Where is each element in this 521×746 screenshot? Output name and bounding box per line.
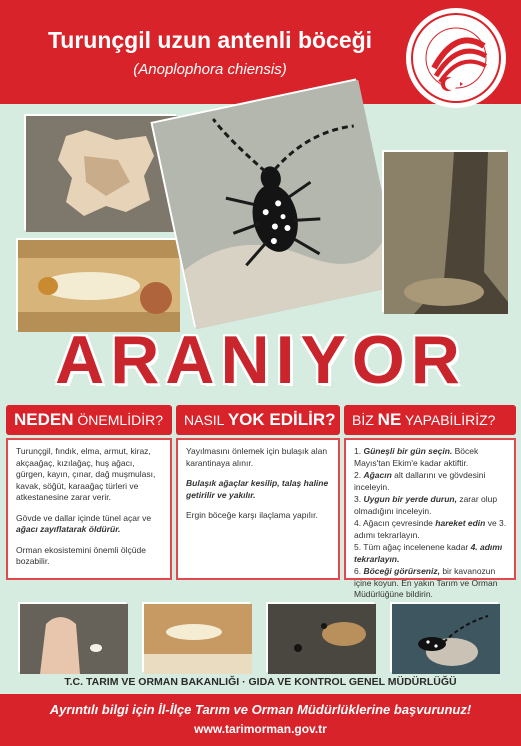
quarantine-paragraph: Yayılmasını önlemek için bulaşık alan karantinaya alınır. (186, 446, 328, 468)
item-text: Tüm ağaç incelenene kadar (363, 542, 471, 552)
list-item (354, 542, 508, 565)
list-item (354, 494, 508, 517)
spraying-paragraph: Ergin böceğe karşı ilaçlama yapılır. (186, 510, 318, 520)
ministry-emblem-icon (404, 6, 508, 110)
item-emphasis: Böceği görürseniz, (363, 566, 440, 576)
header-tail-part: ÖNEMLİDİR? (73, 412, 163, 428)
header-tail-part: YAPABİLİRİZ? (401, 412, 496, 428)
list-item (354, 446, 508, 469)
item-emphasis: Güneşli bir gün seçin. (363, 446, 453, 456)
item-text: zarar olup olmadığını inceleyin. (354, 494, 498, 516)
item-emphasis: Ağacın (363, 470, 392, 480)
header-bold-part: YOK EDİLİR? (227, 410, 336, 429)
header-regular-part: BİZ (352, 412, 378, 428)
wanted-headline: ARANIYOR (55, 322, 466, 398)
what-we-can-do-header (344, 405, 516, 435)
item-text: Ağacın çevresinde (362, 518, 436, 528)
item-number: 3. (354, 494, 364, 504)
item-emphasis: 4. adımı tekrarlayın. (354, 542, 503, 564)
damage-text: Gövde ve dallar içinde tünel açar ve (16, 512, 152, 523)
burn-paragraph: Bulaşık ağaçlar kesilip, talaş haline getirilir ve yakılır. (186, 478, 329, 500)
header-bold-part: NEDEN (14, 410, 74, 429)
item-number: 6. (354, 566, 364, 576)
how-eradicated-header (176, 405, 340, 435)
larva-photo (16, 238, 178, 330)
item-text: Böcek Mayıs'tan Ekim'e kadar aktiftir. (354, 446, 479, 468)
list-item (354, 566, 508, 601)
list-item (354, 518, 508, 541)
why-important-header (6, 405, 172, 435)
item-emphasis: Uygun bir yerde durun, (363, 494, 457, 504)
finger-eggs-photo (18, 602, 126, 672)
page-title: Turunçgil uzun antenli böceği (47, 27, 373, 53)
header-regular-part: NASIL (184, 412, 228, 428)
exit-holes-photo (266, 602, 374, 672)
larva-tunnel-photo (142, 602, 250, 672)
footer-note: Ayrıntılı bilgi için İl-İlçe Tarım ve Orman Müdürlüklerine başvurunuz! (49, 702, 472, 717)
damage-paragraph (16, 513, 164, 536)
item-emphasis: hareket edin (435, 518, 486, 528)
host-trees-paragraph: Turunçgil, fındık, elma, armut, kiraz, akçaağaç, kızılağaç, huş ağacı, gürgen, kayın, çınar, dağ muşmulası, kavak, söğüt, karaağaç türleri ve atkestanesine zarar verir. (16, 446, 156, 502)
footer-banner (0, 694, 521, 746)
adult-beetle-photo (390, 602, 498, 672)
ecosystem-paragraph: Orman ekosistemini önemli ölçüde bozabilir. (16, 544, 146, 566)
item-number: 1. (354, 446, 364, 456)
damage-emphasis: ağacı zayıflatarak öldürür. (16, 524, 121, 534)
item-number: 4. (354, 518, 363, 528)
ministry-line: T.C. TARIM VE ORMAN BAKANLIĞI · GIDA VE KONTROL GENEL MÜDÜRLÜĞÜ (64, 676, 457, 688)
item-number: 5. (354, 542, 364, 552)
beetle-photo (150, 78, 399, 327)
item-tail: ve 3. adımı tekrarlayın. (354, 518, 507, 540)
how-eradicated-box (176, 438, 340, 580)
why-important-box (6, 438, 172, 580)
item-number: 2. (354, 470, 364, 480)
tree-trunk-photo (382, 150, 506, 312)
header-bold-part: NE (377, 410, 402, 429)
what-we-can-do-box (344, 438, 516, 599)
header-banner (0, 0, 521, 104)
item-text: bir kavanozun içine koyun. En yakın Tarım ve Orman Müdürlüğüne bildirin. (354, 566, 498, 599)
website-link[interactable]: www.tarimorman.gov.tr (194, 722, 327, 736)
item-text: alt dallarını ve gövdesini inceleyin. (354, 470, 486, 492)
list-item (354, 470, 508, 493)
species-latin-name: (Anoplophora chiensis) (133, 61, 287, 78)
